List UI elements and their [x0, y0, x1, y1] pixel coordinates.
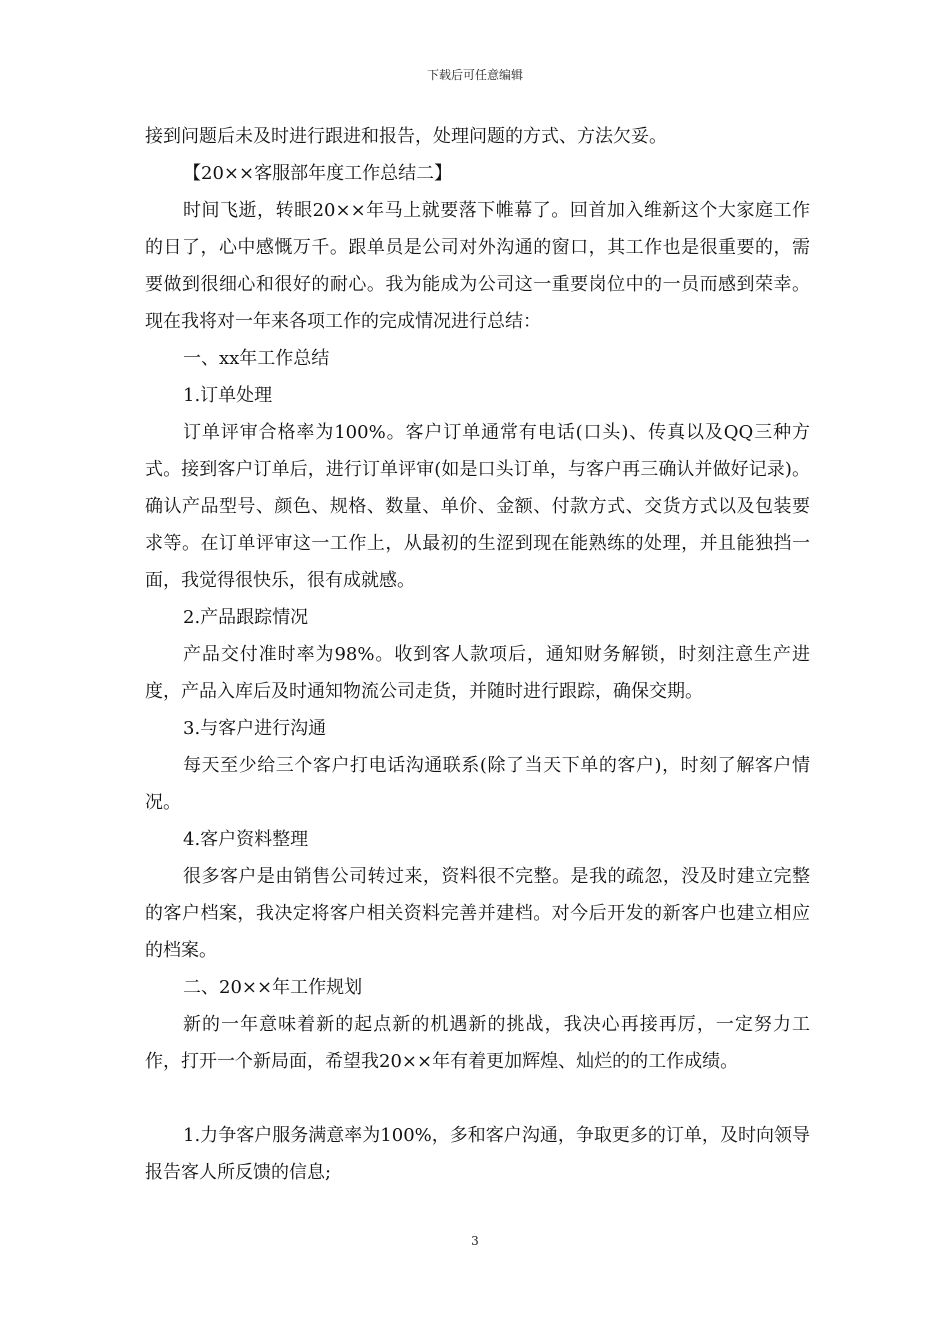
subheading-product-tracking: 2.产品跟踪情况: [183, 607, 309, 628]
paragraph-plan-intro: 新的一年意味着新的起点新的机遇新的挑战，我决心再接再厉，一定努力工作，打开一个新局面，希望我20××年有着更加辉煌、灿烂的的工作成绩。: [145, 1014, 810, 1072]
paragraph-product-tracking: 产品交付准时率为98%。收到客人款项后，通知财务解锁，时刻注意生产进度，产品入库后及时通知物流公司走货，并随时进行跟踪，确保交期。: [145, 644, 810, 702]
paragraph-customer-communication: 每天至少给三个客户打电话沟通联系(除了当天下单的客户)，时刻了解客户情况。: [145, 755, 810, 813]
subheading-customer-records: 4.客户资料整理: [183, 829, 309, 850]
paragraph-order-processing: 订单评审合格率为100%。客户订单通常有电话(口头)、传真以及QQ三种方式。接到客户订单后，进行订单评审(如是口头订单，与客户再三确认并做好记录)。确认产品型号、颜色、规格、数量、单价、金额、付款方式、交货方式以及包装要求等。在订单评审这一工作上，从最初的生涩到现在能熟练的处理，并且能独挡一面，我觉得很快乐，很有成就感。: [145, 422, 810, 591]
blank-line: [145, 1080, 810, 1117]
paragraph-customer-records: 很多客户是由销售公司转过来，资料很不完整。是我的疏忽，没及时建立完整的客户档案，我决定将客户相关资料完善并建档。对今后开发的新客户也建立相应的档案。: [145, 866, 810, 961]
page-number: 3: [471, 1234, 479, 1248]
heading-summary: 一、xx年工作总结: [183, 348, 330, 369]
paragraph-plan-item-1: 1.力争客户服务满意率为100%，多和客户沟通，争取更多的订单，及时向领导报告客人所反馈的信息;: [145, 1125, 810, 1183]
subheading-order-processing: 1.订单处理: [183, 385, 273, 406]
section-title: 【20××客服部年度工作总结二】: [183, 163, 453, 184]
paragraph-intro: 时间飞逝，转眼20××年马上就要落下帷幕了。回首加入维新这个大家庭工作的日了，心中感慨万千。跟单员是公司对外沟通的窗口，其工作也是很重要的，需要做到很细心和很好的耐心。我为能成为公司这一重要岗位中的一员而感到荣幸。现在我将对一年来各项工作的完成情况进行总结：: [145, 200, 810, 332]
document-body: [145, 118, 810, 1191]
paragraph-continuation: 接到问题后未及时进行跟进和报告，处理问题的方式、方法欠妥。: [145, 126, 667, 147]
page-header: 下载后可任意编辑: [426, 68, 523, 82]
heading-plan: 二、20××年工作规划: [183, 977, 363, 998]
subheading-customer-communication: 3.与客户进行沟通: [183, 718, 327, 739]
